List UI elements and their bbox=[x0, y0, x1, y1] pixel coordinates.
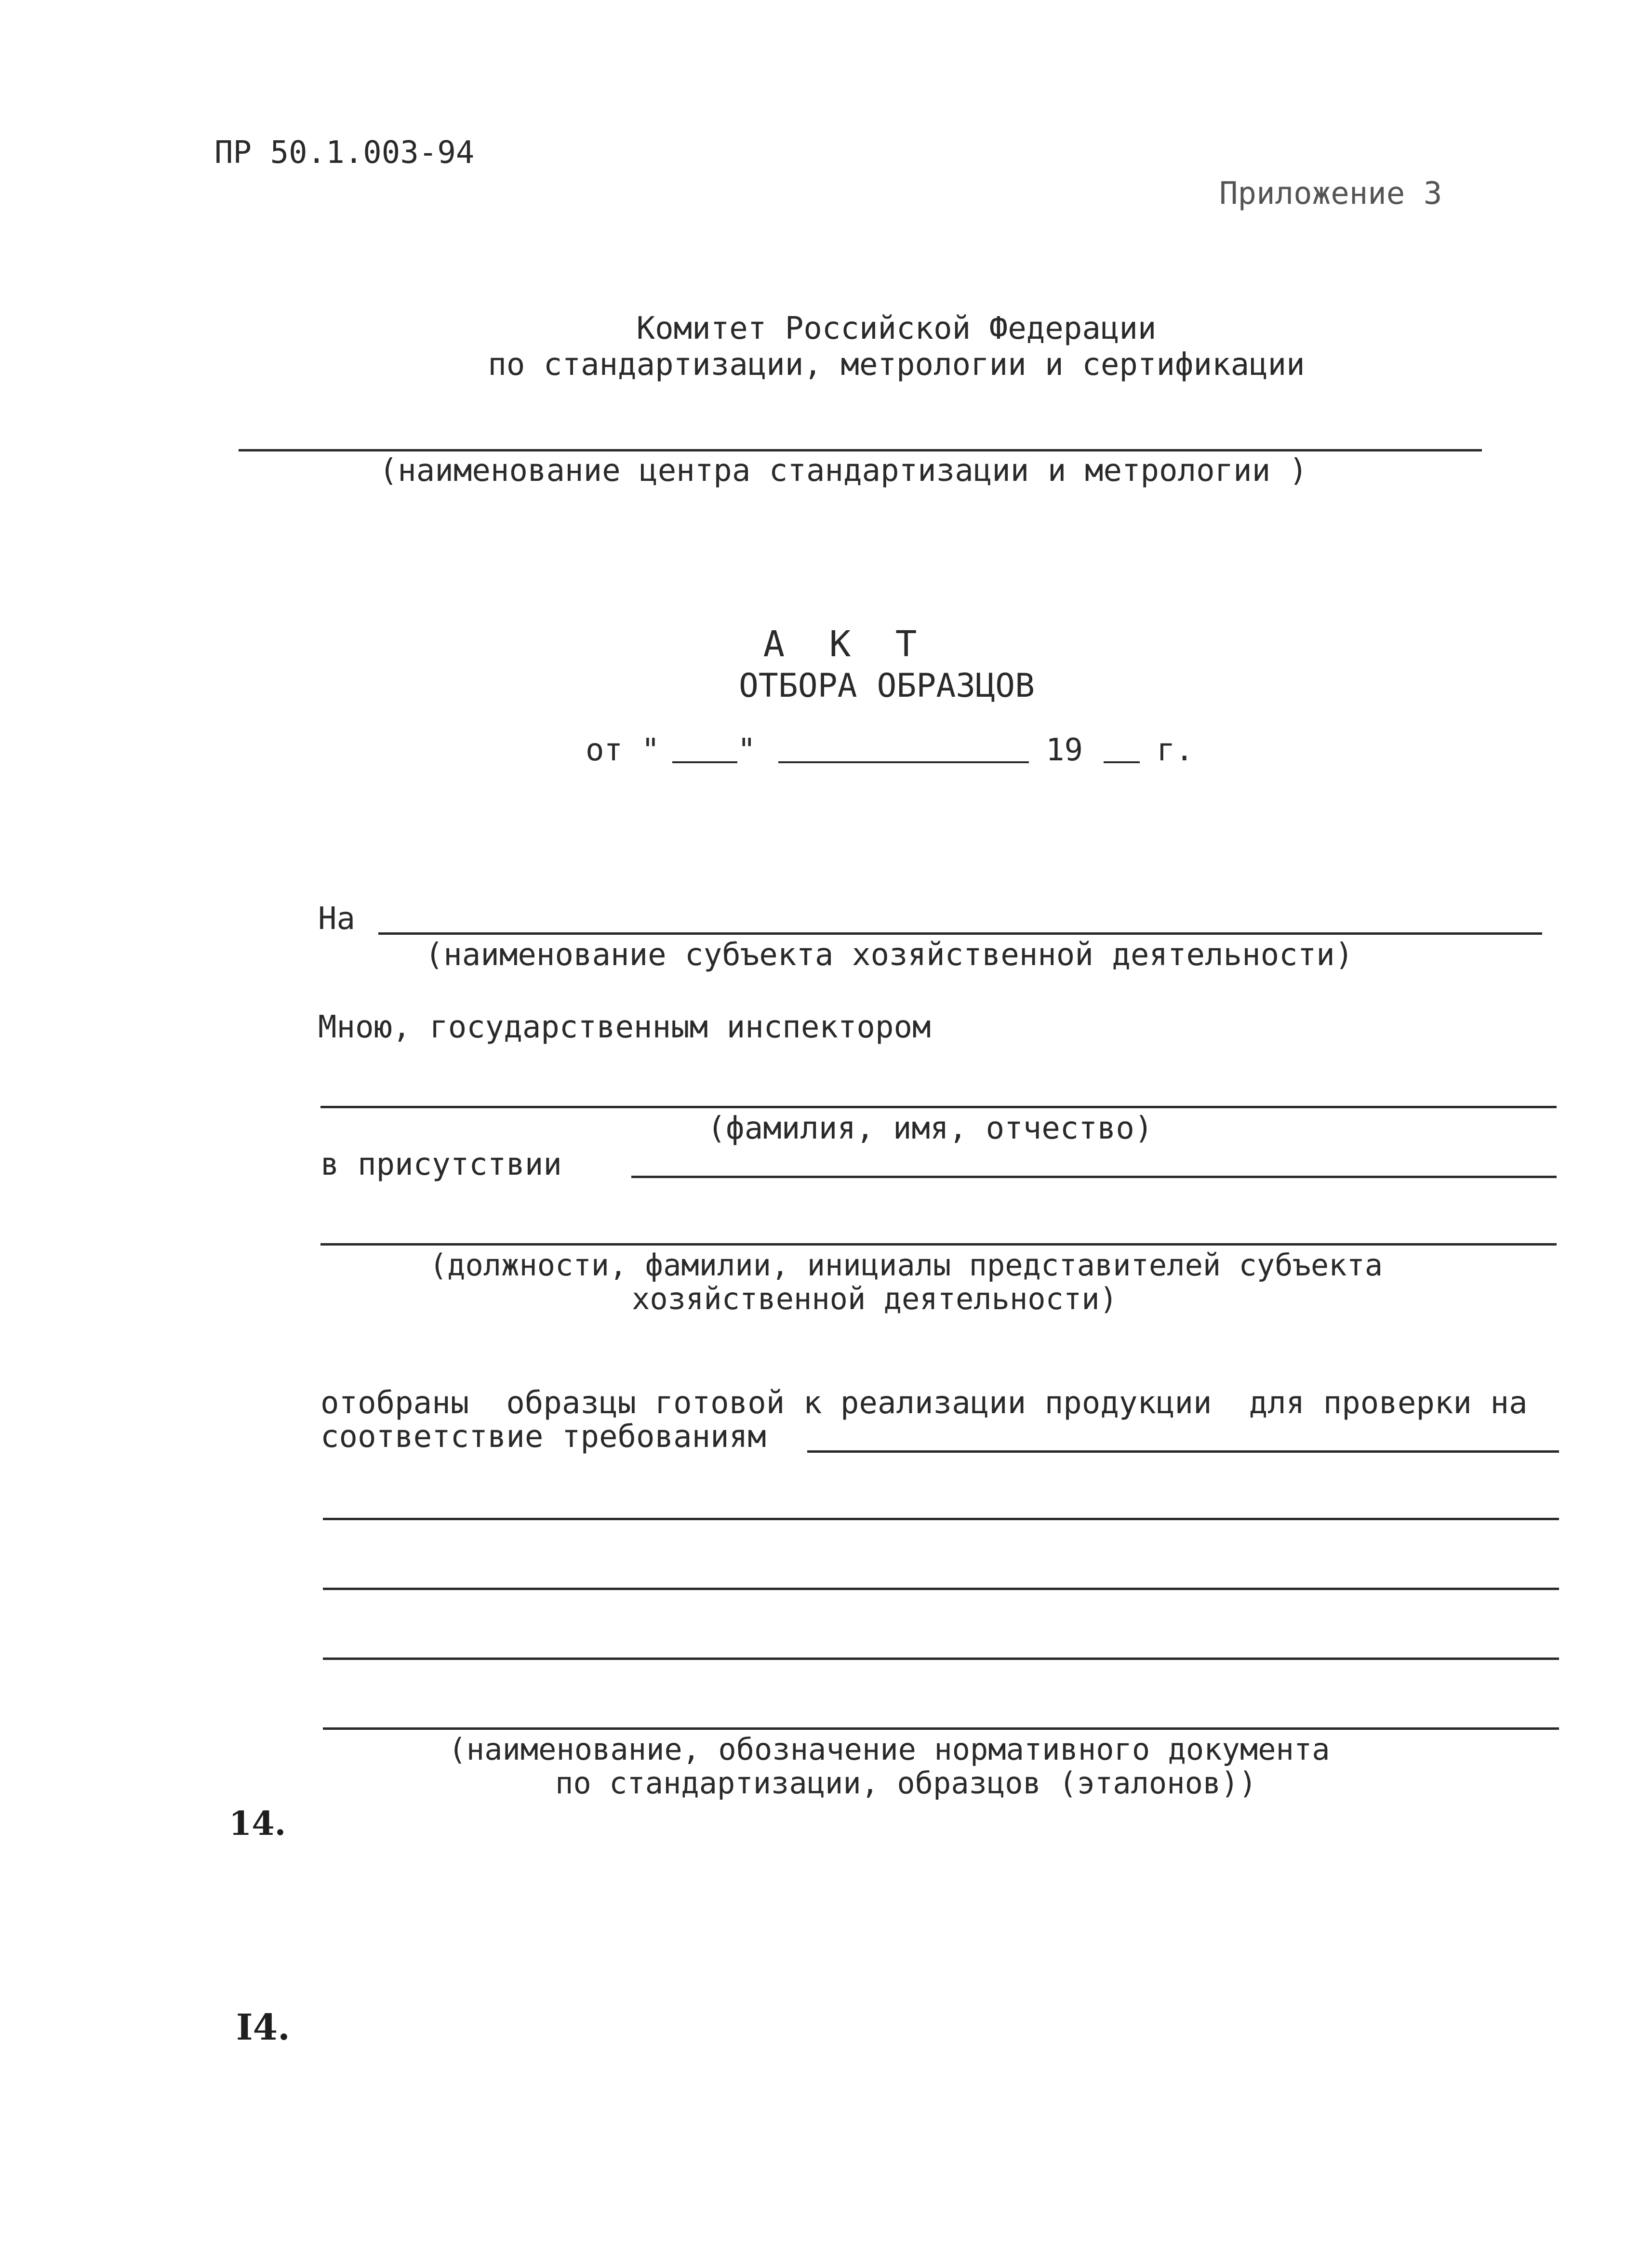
requirements-line-3[interactable] bbox=[323, 1588, 1559, 1590]
normative-doc-caption-1: (наименование, обозначение нормативного документа bbox=[448, 1732, 1330, 1767]
representatives-caption-1: (должности, фамилии, инициалы представителей субъекта bbox=[429, 1247, 1383, 1283]
representatives-caption-2: хозяйственной деятельности) bbox=[632, 1281, 1118, 1316]
center-name-line bbox=[239, 449, 1482, 451]
year-suffix: г. bbox=[1157, 732, 1194, 768]
act-subtitle: ОТБОРА ОБРАЗЦОВ bbox=[738, 667, 1035, 705]
requirements-line-5[interactable] bbox=[323, 1727, 1559, 1730]
normative-doc-caption-2: по стандартизации, образцов (эталонов)) bbox=[555, 1765, 1257, 1801]
inspector-name-field[interactable] bbox=[320, 1106, 1557, 1108]
month-field[interactable] bbox=[778, 761, 1029, 763]
presence-label: в присутствии bbox=[320, 1147, 562, 1182]
requirements-field[interactable] bbox=[807, 1450, 1559, 1453]
year-field[interactable] bbox=[1104, 761, 1140, 763]
org-name-line-1: Комитет Российской Федерации bbox=[636, 311, 1157, 346]
center-name-caption: (наименование центра стандартизации и метрологии ) bbox=[379, 453, 1308, 489]
requirements-line-2[interactable] bbox=[323, 1518, 1559, 1520]
appendix-label: Приложение 3 bbox=[1219, 176, 1442, 212]
samples-selected-text-1: отобраны образцы готовой к реализации продукции для проверки на bbox=[320, 1385, 1528, 1421]
inspector-label: Мною, государственным инспектором bbox=[318, 1009, 931, 1045]
samples-selected-text-2: соответствие требованиям bbox=[320, 1419, 766, 1455]
document-code: ПР 50.1.003-94 bbox=[214, 135, 475, 171]
org-name-line-2: по стандартизации, метрологии и сертификации bbox=[488, 347, 1305, 383]
year-prefix: 19 bbox=[1046, 732, 1083, 768]
date-quote: " bbox=[737, 732, 756, 768]
act-title: А К Т bbox=[763, 623, 929, 665]
at-label: На bbox=[318, 901, 356, 937]
presence-field[interactable] bbox=[631, 1176, 1557, 1178]
requirements-line-4[interactable] bbox=[323, 1658, 1559, 1660]
page-number-alt: I4. bbox=[236, 2007, 290, 2048]
fio-caption: (фамилия, имя, отчество) bbox=[707, 1111, 1153, 1146]
entity-name-caption: (наименование субъекта хозяйственной деятельности) bbox=[425, 937, 1354, 973]
page-number: 14. bbox=[229, 1804, 286, 1843]
representatives-field[interactable] bbox=[320, 1243, 1557, 1246]
date-prefix: от " bbox=[586, 732, 660, 768]
day-field[interactable] bbox=[672, 761, 737, 763]
entity-name-field[interactable] bbox=[378, 932, 1542, 935]
